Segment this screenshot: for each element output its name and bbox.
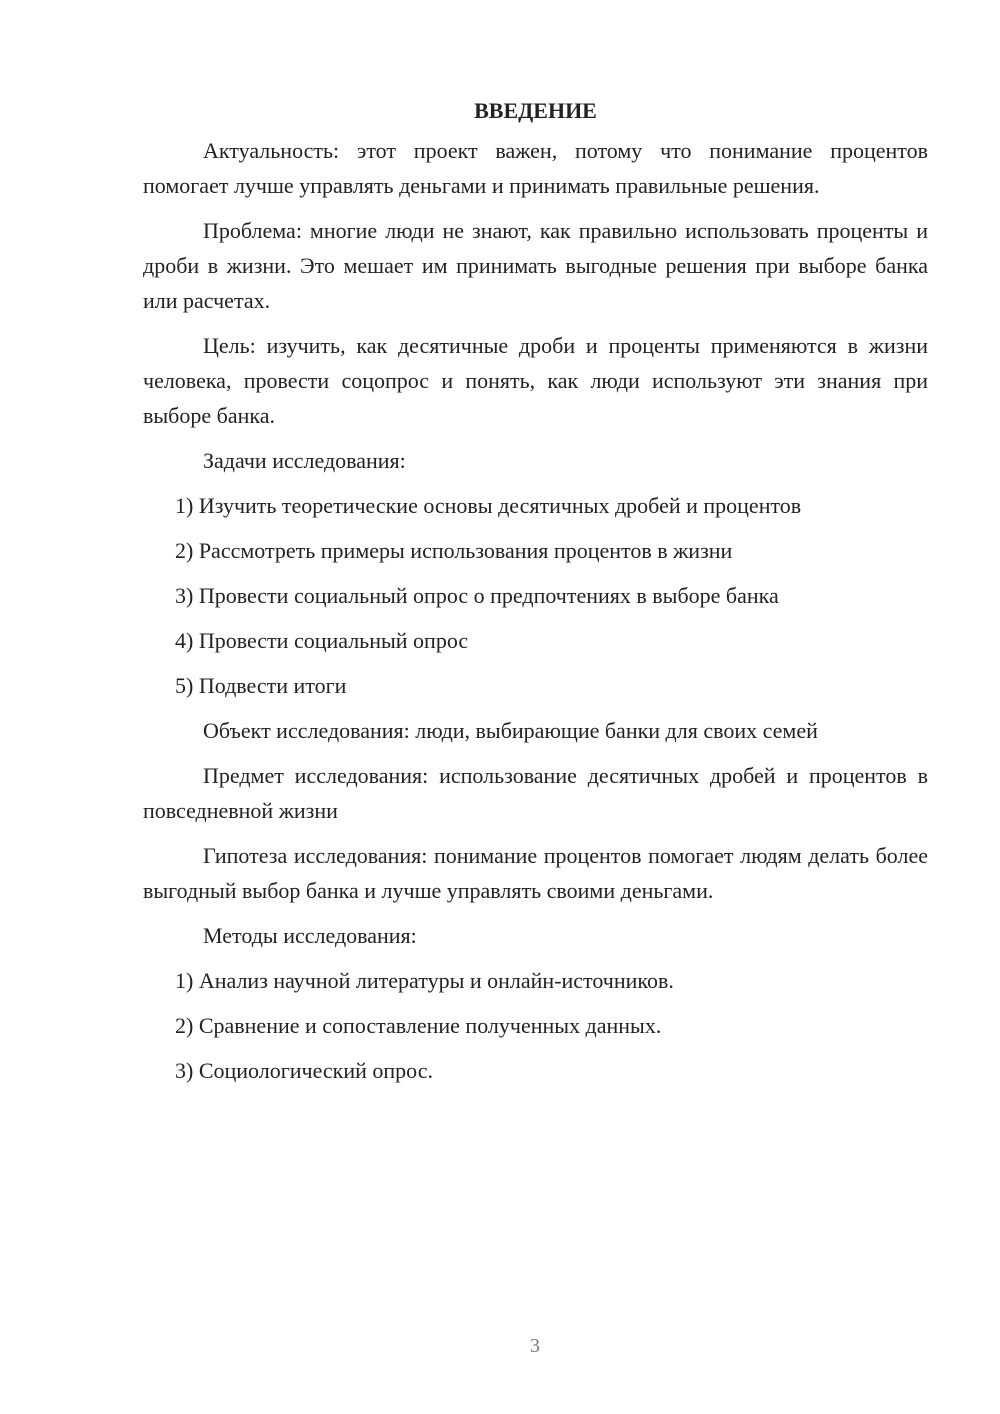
hypothesis-paragraph: Гипотеза исследования: понимание процентов помогает людям делать более выгодный выбор банка и лучше управлять своими деньгами.	[143, 843, 928, 903]
list-item: 3) Социологический опрос.	[175, 1058, 433, 1083]
methods-list	[143, 963, 928, 1088]
problem-paragraph: Проблема: многие люди не знают, как правильно использовать проценты и дроби в жизни. Это мешает им принимать выгодные решения при выборе банка или расчетах.	[143, 218, 928, 313]
page-number: 3	[530, 1335, 540, 1357]
relevance-paragraph: Актуальность: этот проект важен, потому что понимание процентов помогает лучше управлять деньгами и принимать правильные решения.	[143, 138, 928, 198]
tasks-list	[143, 488, 928, 703]
list-item: 1) Изучить теоретические основы десятичных дробей и процентов	[175, 493, 802, 518]
subject-paragraph: Предмет исследования: использование десятичных дробей и процентов в повседневной жизни	[143, 763, 928, 823]
list-item: 1) Анализ научной литературы и онлайн-источников.	[175, 968, 674, 993]
goal-paragraph: Цель: изучить, как десятичные дроби и проценты применяются в жизни человека, провести соцопрос и понять, как люди используют эти знания при выборе банка.	[143, 333, 928, 428]
list-item: 3) Провести социальный опрос о предпочтениях в выборе банка	[175, 583, 779, 608]
object-paragraph: Объект исследования: люди, выбирающие банки для своих семей	[203, 718, 818, 743]
section-title: ВВЕДЕНИЕ	[474, 98, 597, 123]
tasks-heading: Задачи исследования:	[203, 448, 406, 473]
list-item: 2) Рассмотреть примеры использования процентов в жизни	[175, 538, 733, 563]
list-item: 5) Подвести итоги	[175, 673, 347, 698]
list-item: 2) Сравнение и сопоставление полученных данных.	[175, 1013, 662, 1038]
list-item: 4) Провести социальный опрос	[175, 628, 469, 653]
methods-heading: Методы исследования:	[203, 923, 417, 948]
page-content	[143, 93, 928, 1098]
